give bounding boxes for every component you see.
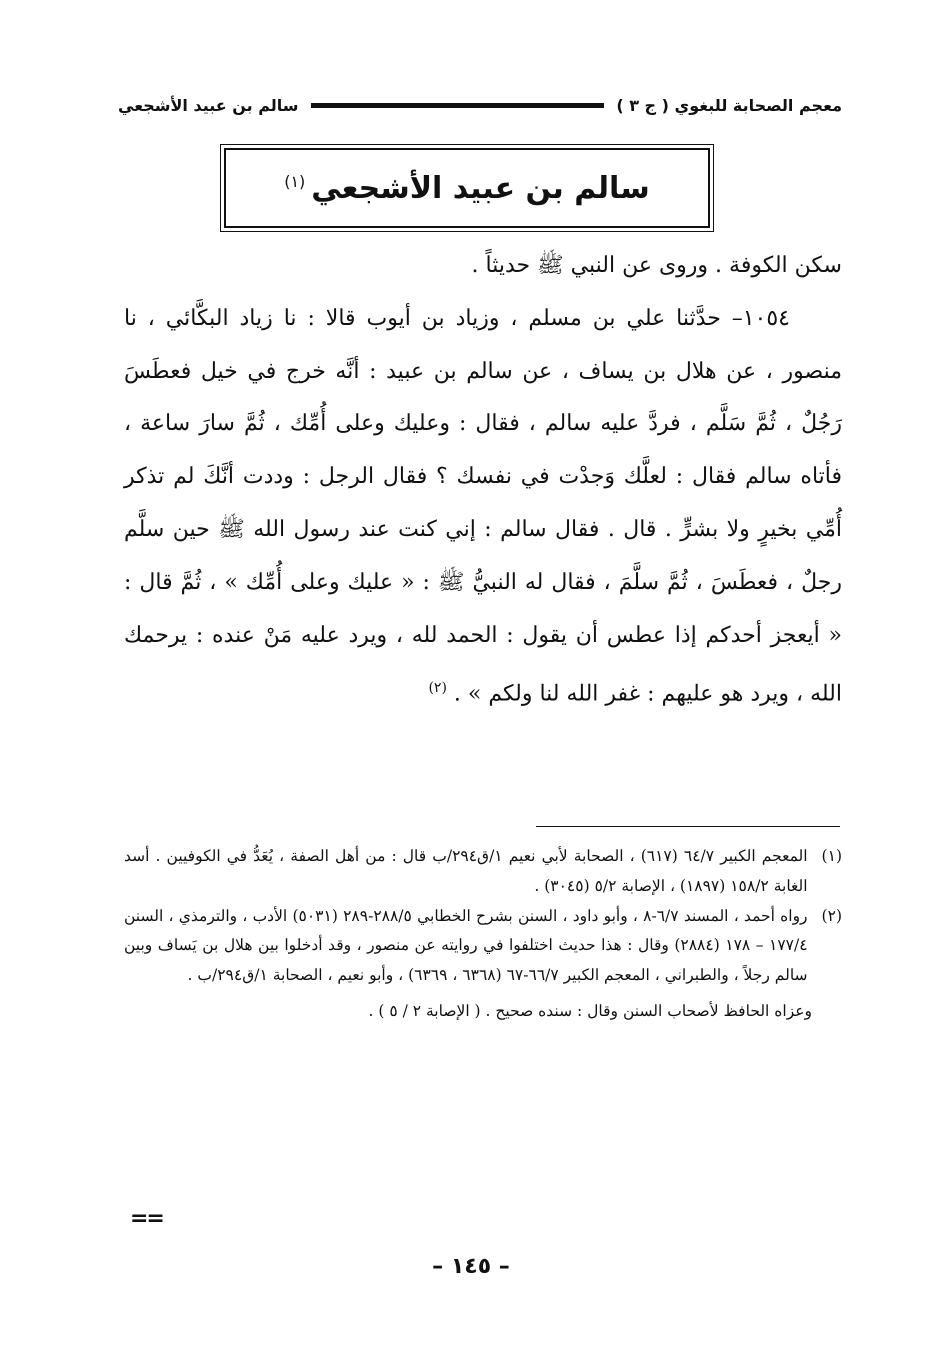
main-text — [124, 240, 842, 722]
footnote-separator — [536, 826, 840, 827]
footnote-1 — [124, 842, 842, 902]
running-header — [118, 88, 842, 122]
footnote-text: رواه أحمد ، المسند ٦/٧-٨ ، وأبو داود ، السنن بشرح الخطابي ٢٨٨/٥-٢٨٩ (٥٠٣١) الأدب ، والترمذي ، السنن ١٧٧/٤ – ١٧٨ (٢٨٨٤) وقال : هذا حديث اختلفوا في روايته عن منصور ، وقد أدخلوا بين هلال بن يَساف وبين سالم رجلاً ، والطبراني ، المعجم الكبير ٦٦/٧-٦٧ (٦٣٦٨ ، ٦٣٦٩) ، وأبو نعيم ، الصحابة ١/ق٢٩٤/ب . — [124, 906, 808, 985]
header-rule — [311, 103, 605, 108]
hadith-paragraph — [124, 293, 842, 722]
footnote-number: (٢) — [821, 906, 842, 925]
title-frame — [220, 144, 714, 232]
header-section-name: سالم بن عبيد الأشجعي — [118, 95, 299, 115]
footnote-2 — [124, 902, 842, 991]
hadith-note-ref: (٢) — [428, 680, 447, 697]
footnote-extra: وعزاه الحافظ لأصحاب السنن وقال : سنده صحيح . ( الإصابة ٢ / ٥ ) . — [368, 1001, 812, 1020]
page-number: – ١٤٥ – — [432, 1254, 510, 1279]
footnote-text: المعجم الكبير ٦٤/٧ (٦١٧) ، الصحابة لأبي نعيم ١/ق٢٩٤/ب قال : من أهل الصفة ، يُعَدُّ في الكوفيين . أسد الغابة ١٥٨/٢ (١٨٩٧) ، الإصابة ٥/٢ (٣٠٤٥) . — [124, 847, 808, 895]
entry-title — [284, 171, 650, 206]
entry-title-text: سالم بن عبيد الأشجعي — [311, 170, 650, 206]
footnotes — [124, 842, 842, 1027]
intro-paragraph: سكن الكوفة . وروى عن النبي ﷺ حديثاً . — [471, 253, 842, 278]
header-book-title: معجم الصحابة للبغوي ( ج ٣ ) — [616, 95, 842, 115]
footnote-number: (١) — [821, 847, 842, 865]
title-note-ref: (١) — [284, 171, 306, 191]
end-mark: == — [130, 1206, 163, 1231]
hadith-text: ١٠٥٤– حدَّثنا علي بن مسلم ، وزياد بن أيوب قالا : نا زياد البكَّائي ، نا منصور ، عن هلال بن يساف ، عن سالم بن عبيد : أنَّه خرج في خيل فعطَسَ رَجُلٌ ، ثُمَّ سَلَّم ، فردَّ عليه سالم ، فقال : وعليك وعلى أُمِّك ، ثُمَّ سارَ ساعة ، فأتاه سالم فقال : لعلَّك وَجدْت في نفسك ؟ فقال الرجل : وددت أنَّكَ لم تذكر أُمِّي بخيرٍ ولا بشرٍّ . قال . فقال سالم : إني كنت عند رسول الله ﷺ حين سلَّم رجلٌ ، فعطَسَ ، ثُمَّ سلَّمَ ، فقال له النبيُّ ﷺ : « عليك وعلى أُمِّك » ، ثُمَّ قال : « أيعجز أحدكم إذا عطس أن يقول : الحمد لله ، ويرد عليه مَنْ عنده : يرحمك الله ، ويرد هو عليهم : غفر الله لنا ولكم » . — [124, 305, 842, 707]
